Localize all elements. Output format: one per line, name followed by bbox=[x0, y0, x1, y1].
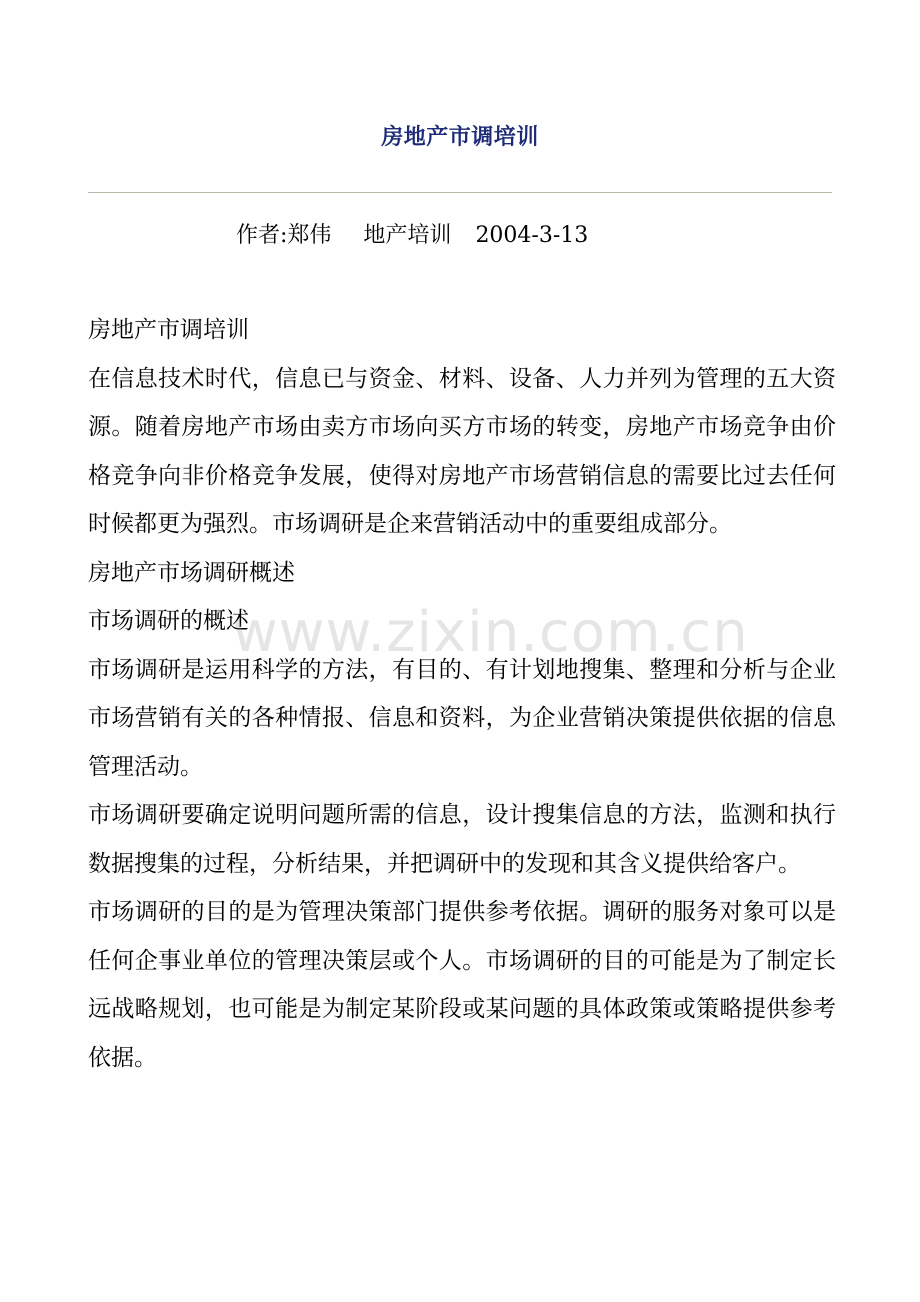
byline-author: 作者:郑伟 bbox=[236, 223, 332, 248]
byline-category: 地产培训 bbox=[363, 223, 452, 248]
paragraph-process: 市场调研要确定说明问题所需的信息，设计搜集信息的方法，监测和执行数据搜集的过程，分析结果，并把调研中的发现和其含义提供给客户。 bbox=[88, 802, 836, 877]
document-body bbox=[88, 306, 836, 1082]
paragraph-purpose: 市场调研的目的是为管理决策部门提供参考依据。调研的服务对象可以是任何企事业单位的管理决策层或个人。市场调研的目的可能是为了制定长远战略规划，也可能是为制定某阶段或某问题的具体政策或策略提供参考依据。 bbox=[88, 899, 836, 1071]
paragraph-definition: 市场调研是运用科学的方法，有目的、有计划地搜集、整理和分析与企业市场营销有关的各种情报、信息和资料，为企业营销决策提供依据的信息管理活动。 bbox=[88, 656, 836, 780]
paragraph-intro: 在信息技术时代，信息已与资金、材料、设备、人力并列为管理的五大资源。随着房地产市场由卖方市场向买方市场的转变，房地产市场竞争由价格竞争向非价格竞争发展，使得对房地产市场营销信息的需要比过去任何时候都更为强烈。市场调研是企来营销活动中的重要组成部分。 bbox=[88, 365, 836, 537]
paragraph-heading-research-overview: 市场调研的概述 bbox=[88, 608, 249, 634]
paragraph-heading-training: 房地产市调培训 bbox=[88, 317, 249, 343]
byline-date: 2004-3-13 bbox=[475, 223, 589, 248]
byline bbox=[236, 218, 588, 249]
paragraph-heading-overview: 房地产市场调研概述 bbox=[88, 559, 295, 586]
watermark: www.zixin.com.cn bbox=[232, 600, 749, 665]
title-divider bbox=[88, 192, 832, 193]
page-title: 房地产市调培训 bbox=[381, 124, 539, 150]
